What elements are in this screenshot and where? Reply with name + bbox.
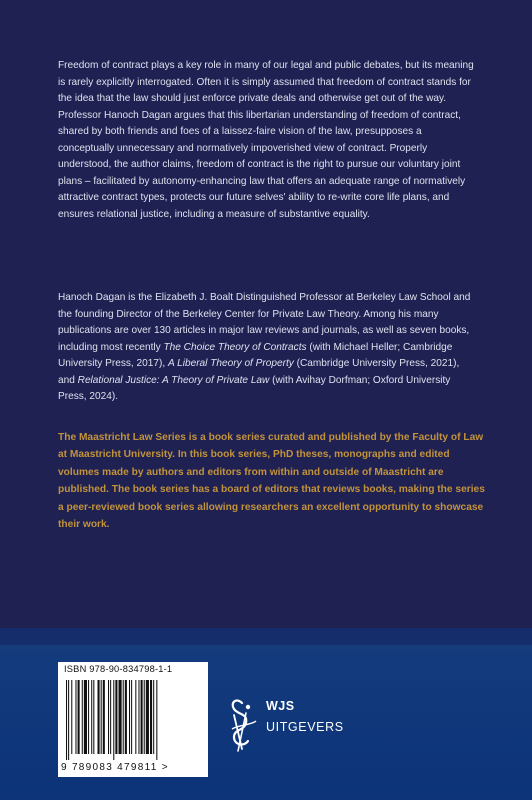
barcode-stripe xyxy=(88,680,89,754)
author-bio-text: (Cambridge University Press, 2021), and xyxy=(58,358,460,386)
barcode-stripe xyxy=(150,680,152,754)
author-bio-text: Hanoch Dagan is the Elizabeth J. Boalt Distinguished Professor at Berkeley Law School and the founding Director of the Berkeley Center for Private Law Theory. Among his many publications are over 130 articles in major law reviews and journals, as well as seven books, including most recently xyxy=(58,292,471,353)
barcode-stripe xyxy=(71,680,72,754)
publisher-logo-icon xyxy=(228,693,262,759)
book-title-liberal-theory: A Liberal Theory of Property xyxy=(167,358,294,369)
barcode-stripe xyxy=(93,680,94,754)
blurb-paragraph: Freedom of contract plays a key role in many of our legal and public debates, but its meaning is rarely explicitly interrogated. Often it is simply assumed that freedom of contract stands for the idea that the law should just enforce private deals and otherwise get out of the way. Professor Hanoch Dagan argues that this libertarian understanding of freedom of contract, shared by both friends and foes of a laissez-faire vision of the law, presupposes a conceptually unnecessary and normatively impoverished view of contract. Properly understood, the author claims, freedom of contract is the right to pursue our voluntary joint plans – facilitated by autonomy-enhancing law that offers an adequate range of normatively attractive contract types, protects our future selves' ability to re-write core life plans, and ensures relational justice, including a measure of substantive equality. xyxy=(58,60,474,220)
barcode-stripe xyxy=(153,680,154,754)
series-description: The Maastricht Law Series is a book series curated and published by the Faculty of Law at Maastricht University. In this book series, PhD theses, monographs and edited volumes made by authors and editors from within and outside of Maastricht are published. The book series has a board of editors that reviews books, making the series a peer-reviewed book series allowing researchers an excellent opportunity to showcase their work. xyxy=(58,432,485,531)
author-bio-text: (with Michael Heller; Cambridge University Press, 2017), xyxy=(58,341,453,369)
barcode-stripe xyxy=(146,680,149,754)
barcode-stripe xyxy=(98,680,100,754)
barcode-stripe xyxy=(135,680,136,754)
barcode-number: 9 789083 479811 > xyxy=(61,762,169,773)
barcode-stripe xyxy=(101,680,102,754)
barcode-stripe xyxy=(110,680,111,754)
isbn-label: ISBN 978-90-834798-1-1 xyxy=(64,664,173,674)
barcode-stripe xyxy=(82,680,83,754)
barcode-stripe xyxy=(66,680,67,760)
barcode-stripe xyxy=(138,680,139,754)
book-title-choice-theory: The Choice Theory of Contracts xyxy=(163,341,307,353)
author-bio-paragraph xyxy=(58,290,478,406)
publisher-subname: UITGEVERS xyxy=(266,720,344,734)
barcode-stripe xyxy=(119,680,122,754)
divider-band xyxy=(0,628,532,645)
barcode-stripe xyxy=(103,680,105,754)
barcode-stripe xyxy=(144,680,145,754)
barcode-stripe xyxy=(75,680,76,754)
barcode-stripe xyxy=(141,680,143,754)
barcode-stripe xyxy=(156,680,157,760)
barcode-stripe xyxy=(129,680,130,754)
author-bio-text: (with Avihay Dorfman; Oxford University Press, 2024). xyxy=(58,374,451,402)
barcode-stripe xyxy=(68,680,69,760)
barcode-stripe xyxy=(115,680,117,754)
barcode-stripe xyxy=(108,680,109,754)
barcode-stripe xyxy=(84,680,87,754)
barcode-stripe xyxy=(113,680,114,760)
barcode-stripe xyxy=(78,680,80,754)
barcode-stripe xyxy=(125,680,127,754)
barcode-image xyxy=(64,680,202,762)
barcode-stripe xyxy=(91,680,92,754)
barcode-stripe xyxy=(131,680,132,754)
book-title-relational-justice: Relational Justice: A Theory of Private Law xyxy=(77,374,270,386)
publisher-name: WJS xyxy=(266,699,295,713)
barcode-stripe xyxy=(123,680,124,754)
